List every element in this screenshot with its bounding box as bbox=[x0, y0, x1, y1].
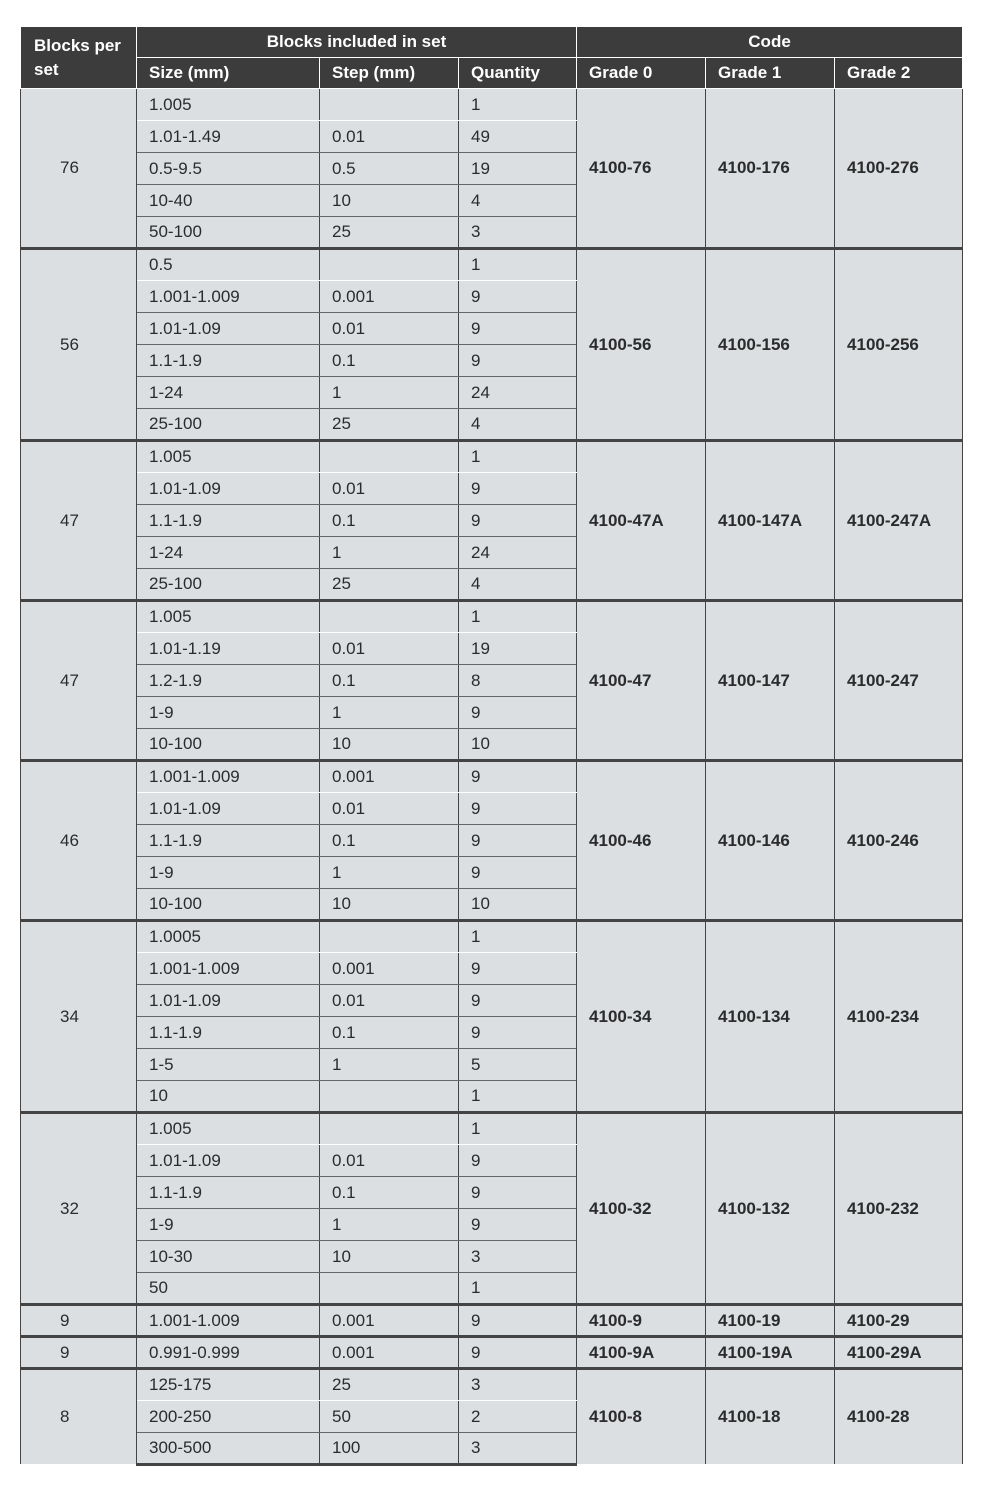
step-cell: 0.01 bbox=[320, 313, 459, 345]
step-cell: 0.1 bbox=[320, 345, 459, 377]
step-cell: 0.01 bbox=[320, 1145, 459, 1177]
step-cell: 0.1 bbox=[320, 1177, 459, 1209]
quantity-cell: 1 bbox=[459, 249, 577, 281]
table-row bbox=[21, 249, 963, 281]
quantity-cell: 9 bbox=[459, 1209, 577, 1241]
quantity-cell: 4 bbox=[459, 569, 577, 601]
grade-0-code-cell: 4100-8 bbox=[577, 1369, 706, 1465]
size-cell: 1-24 bbox=[137, 537, 320, 569]
step-cell: 1 bbox=[320, 537, 459, 569]
grade-0-code-cell: 4100-9A bbox=[577, 1337, 706, 1369]
step-cell: 0.01 bbox=[320, 473, 459, 505]
step-cell bbox=[320, 441, 459, 473]
grade-1-code-cell: 4100-134 bbox=[706, 921, 835, 1113]
grade-0-code-cell: 4100-46 bbox=[577, 761, 706, 921]
step-cell: 0.5 bbox=[320, 153, 459, 185]
grade-0-code-cell: 4100-34 bbox=[577, 921, 706, 1113]
size-cell: 1.001-1.009 bbox=[137, 281, 320, 313]
grade-2-code-cell: 4100-256 bbox=[835, 249, 963, 441]
quantity-cell: 9 bbox=[459, 1337, 577, 1369]
quantity-cell: 3 bbox=[459, 1433, 577, 1465]
table-row bbox=[21, 1369, 963, 1401]
size-cell: 1.1-1.9 bbox=[137, 825, 320, 857]
grade-1-code-cell: 4100-19 bbox=[706, 1305, 835, 1337]
quantity-cell: 9 bbox=[459, 281, 577, 313]
grade-2-code-cell: 4100-29 bbox=[835, 1305, 963, 1337]
grade-1-code-cell: 4100-156 bbox=[706, 249, 835, 441]
grade-1-code-cell: 4100-146 bbox=[706, 761, 835, 921]
quantity-cell: 19 bbox=[459, 633, 577, 665]
grade-0-code-cell: 4100-47 bbox=[577, 601, 706, 761]
quantity-cell: 3 bbox=[459, 1241, 577, 1273]
table-row bbox=[21, 89, 963, 121]
size-cell: 1.005 bbox=[137, 601, 320, 633]
grade-0-code-cell: 4100-76 bbox=[577, 89, 706, 249]
size-cell: 50-100 bbox=[137, 217, 320, 249]
step-cell: 1 bbox=[320, 857, 459, 889]
quantity-cell: 9 bbox=[459, 793, 577, 825]
size-cell: 0.5 bbox=[137, 249, 320, 281]
quantity-cell: 10 bbox=[459, 889, 577, 921]
size-cell: 1.0005 bbox=[137, 921, 320, 953]
grade-2-code-cell: 4100-232 bbox=[835, 1113, 963, 1305]
blocks-per-set-cell: 46 bbox=[21, 761, 137, 921]
grade-0-code-cell: 4100-9 bbox=[577, 1305, 706, 1337]
step-cell: 10 bbox=[320, 729, 459, 761]
step-cell: 1 bbox=[320, 697, 459, 729]
header-grade-1: Grade 1 bbox=[706, 58, 835, 89]
size-cell: 1.1-1.9 bbox=[137, 1177, 320, 1209]
quantity-cell: 49 bbox=[459, 121, 577, 153]
size-cell: 1.001-1.009 bbox=[137, 1305, 320, 1337]
step-cell: 25 bbox=[320, 217, 459, 249]
grade-0-code-cell: 4100-47A bbox=[577, 441, 706, 601]
step-cell: 0.001 bbox=[320, 953, 459, 985]
quantity-cell: 1 bbox=[459, 601, 577, 633]
quantity-cell: 9 bbox=[459, 473, 577, 505]
header-blocks-included: Blocks included in set bbox=[137, 27, 577, 58]
quantity-cell: 9 bbox=[459, 953, 577, 985]
step-cell: 1 bbox=[320, 1049, 459, 1081]
size-cell: 10-40 bbox=[137, 185, 320, 217]
blocks-per-set-cell: 8 bbox=[21, 1369, 137, 1465]
step-cell: 0.01 bbox=[320, 633, 459, 665]
header-row-top bbox=[21, 27, 963, 58]
step-cell: 1 bbox=[320, 377, 459, 409]
quantity-cell: 9 bbox=[459, 857, 577, 889]
quantity-cell: 8 bbox=[459, 665, 577, 697]
size-cell: 1.01-1.19 bbox=[137, 633, 320, 665]
size-cell: 1.005 bbox=[137, 441, 320, 473]
table-header bbox=[21, 27, 963, 89]
table-body bbox=[21, 89, 963, 1465]
quantity-cell: 4 bbox=[459, 185, 577, 217]
size-cell: 300-500 bbox=[137, 1433, 320, 1465]
size-cell: 1.005 bbox=[137, 89, 320, 121]
header-grade-0: Grade 0 bbox=[577, 58, 706, 89]
size-cell: 1.01-1.09 bbox=[137, 1145, 320, 1177]
size-cell: 1.1-1.9 bbox=[137, 1017, 320, 1049]
header-step: Step (mm) bbox=[320, 58, 459, 89]
quantity-cell: 24 bbox=[459, 377, 577, 409]
grade-2-code-cell: 4100-246 bbox=[835, 761, 963, 921]
step-cell: 0.001 bbox=[320, 281, 459, 313]
header-quantity: Quantity bbox=[459, 58, 577, 89]
header-blocks-per-set: Blocks per set bbox=[21, 27, 137, 89]
size-cell: 125-175 bbox=[137, 1369, 320, 1401]
gauge-block-sets-table bbox=[20, 26, 963, 1466]
size-cell: 1.001-1.009 bbox=[137, 953, 320, 985]
quantity-cell: 9 bbox=[459, 1145, 577, 1177]
grade-1-code-cell: 4100-132 bbox=[706, 1113, 835, 1305]
size-cell: 1.01-1.09 bbox=[137, 473, 320, 505]
grade-2-code-cell: 4100-234 bbox=[835, 921, 963, 1113]
size-cell: 1.2-1.9 bbox=[137, 665, 320, 697]
quantity-cell: 1 bbox=[459, 1273, 577, 1305]
size-cell: 1.01-1.09 bbox=[137, 793, 320, 825]
size-cell: 1.001-1.009 bbox=[137, 761, 320, 793]
step-cell: 0.01 bbox=[320, 793, 459, 825]
quantity-cell: 5 bbox=[459, 1049, 577, 1081]
quantity-cell: 9 bbox=[459, 697, 577, 729]
quantity-cell: 1 bbox=[459, 89, 577, 121]
step-cell bbox=[320, 1081, 459, 1113]
header-grade-2: Grade 2 bbox=[835, 58, 963, 89]
size-cell: 50 bbox=[137, 1273, 320, 1305]
grade-2-code-cell: 4100-29A bbox=[835, 1337, 963, 1369]
table-row bbox=[21, 921, 963, 953]
grade-2-code-cell: 4100-28 bbox=[835, 1369, 963, 1465]
size-cell: 0.5-9.5 bbox=[137, 153, 320, 185]
blocks-per-set-cell: 34 bbox=[21, 921, 137, 1113]
step-cell bbox=[320, 89, 459, 121]
table-row bbox=[21, 441, 963, 473]
table-row bbox=[21, 601, 963, 633]
quantity-cell: 1 bbox=[459, 1113, 577, 1145]
size-cell: 1-9 bbox=[137, 857, 320, 889]
quantity-cell: 24 bbox=[459, 537, 577, 569]
header-row-sub bbox=[21, 58, 963, 89]
gauge-block-table-container bbox=[20, 26, 962, 1466]
blocks-per-set-cell: 76 bbox=[21, 89, 137, 249]
size-cell: 1.1-1.9 bbox=[137, 505, 320, 537]
step-cell: 0.1 bbox=[320, 825, 459, 857]
size-cell: 25-100 bbox=[137, 409, 320, 441]
size-cell: 0.991-0.999 bbox=[137, 1337, 320, 1369]
size-cell: 10 bbox=[137, 1081, 320, 1113]
blocks-per-set-cell: 9 bbox=[21, 1337, 137, 1369]
size-cell: 1-9 bbox=[137, 697, 320, 729]
grade-0-code-cell: 4100-32 bbox=[577, 1113, 706, 1305]
step-cell: 10 bbox=[320, 1241, 459, 1273]
table-row bbox=[21, 1113, 963, 1145]
step-cell bbox=[320, 601, 459, 633]
step-cell: 25 bbox=[320, 569, 459, 601]
step-cell: 0.1 bbox=[320, 665, 459, 697]
grade-0-code-cell: 4100-56 bbox=[577, 249, 706, 441]
header-size: Size (mm) bbox=[137, 58, 320, 89]
step-cell: 0.001 bbox=[320, 761, 459, 793]
grade-1-code-cell: 4100-147A bbox=[706, 441, 835, 601]
size-cell: 10-100 bbox=[137, 889, 320, 921]
size-cell: 1.1-1.9 bbox=[137, 345, 320, 377]
step-cell: 0.1 bbox=[320, 505, 459, 537]
grade-2-code-cell: 4100-247A bbox=[835, 441, 963, 601]
step-cell: 1 bbox=[320, 1209, 459, 1241]
table-row bbox=[21, 761, 963, 793]
grade-1-code-cell: 4100-147 bbox=[706, 601, 835, 761]
quantity-cell: 9 bbox=[459, 313, 577, 345]
step-cell: 0.001 bbox=[320, 1337, 459, 1369]
quantity-cell: 3 bbox=[459, 1369, 577, 1401]
size-cell: 1.01-1.09 bbox=[137, 985, 320, 1017]
size-cell: 1-9 bbox=[137, 1209, 320, 1241]
quantity-cell: 9 bbox=[459, 985, 577, 1017]
size-cell: 1-5 bbox=[137, 1049, 320, 1081]
step-cell: 0.001 bbox=[320, 1305, 459, 1337]
quantity-cell: 2 bbox=[459, 1401, 577, 1433]
quantity-cell: 9 bbox=[459, 505, 577, 537]
quantity-cell: 9 bbox=[459, 1177, 577, 1209]
quantity-cell: 3 bbox=[459, 217, 577, 249]
header-code: Code bbox=[577, 27, 963, 58]
step-cell: 0.01 bbox=[320, 121, 459, 153]
size-cell: 25-100 bbox=[137, 569, 320, 601]
quantity-cell: 9 bbox=[459, 761, 577, 793]
quantity-cell: 9 bbox=[459, 345, 577, 377]
step-cell bbox=[320, 249, 459, 281]
step-cell bbox=[320, 921, 459, 953]
step-cell: 25 bbox=[320, 1369, 459, 1401]
step-cell: 100 bbox=[320, 1433, 459, 1465]
quantity-cell: 10 bbox=[459, 729, 577, 761]
size-cell: 1.005 bbox=[137, 1113, 320, 1145]
step-cell: 0.1 bbox=[320, 1017, 459, 1049]
size-cell: 200-250 bbox=[137, 1401, 320, 1433]
grade-1-code-cell: 4100-18 bbox=[706, 1369, 835, 1465]
step-cell: 25 bbox=[320, 409, 459, 441]
quantity-cell: 1 bbox=[459, 441, 577, 473]
quantity-cell: 19 bbox=[459, 153, 577, 185]
quantity-cell: 1 bbox=[459, 921, 577, 953]
blocks-per-set-cell: 32 bbox=[21, 1113, 137, 1305]
size-cell: 1.01-1.49 bbox=[137, 121, 320, 153]
blocks-per-set-cell: 47 bbox=[21, 441, 137, 601]
size-cell: 1.01-1.09 bbox=[137, 313, 320, 345]
step-cell bbox=[320, 1113, 459, 1145]
blocks-per-set-cell: 47 bbox=[21, 601, 137, 761]
quantity-cell: 9 bbox=[459, 825, 577, 857]
grade-1-code-cell: 4100-19A bbox=[706, 1337, 835, 1369]
quantity-cell: 9 bbox=[459, 1305, 577, 1337]
quantity-cell: 9 bbox=[459, 1017, 577, 1049]
quantity-cell: 4 bbox=[459, 409, 577, 441]
table-row bbox=[21, 1305, 963, 1337]
size-cell: 1-24 bbox=[137, 377, 320, 409]
step-cell: 10 bbox=[320, 889, 459, 921]
table-row bbox=[21, 1337, 963, 1369]
step-cell: 50 bbox=[320, 1401, 459, 1433]
size-cell: 10-30 bbox=[137, 1241, 320, 1273]
step-cell: 0.01 bbox=[320, 985, 459, 1017]
step-cell: 10 bbox=[320, 185, 459, 217]
grade-2-code-cell: 4100-247 bbox=[835, 601, 963, 761]
blocks-per-set-cell: 56 bbox=[21, 249, 137, 441]
blocks-per-set-cell: 9 bbox=[21, 1305, 137, 1337]
size-cell: 10-100 bbox=[137, 729, 320, 761]
grade-1-code-cell: 4100-176 bbox=[706, 89, 835, 249]
grade-2-code-cell: 4100-276 bbox=[835, 89, 963, 249]
quantity-cell: 1 bbox=[459, 1081, 577, 1113]
step-cell bbox=[320, 1273, 459, 1305]
